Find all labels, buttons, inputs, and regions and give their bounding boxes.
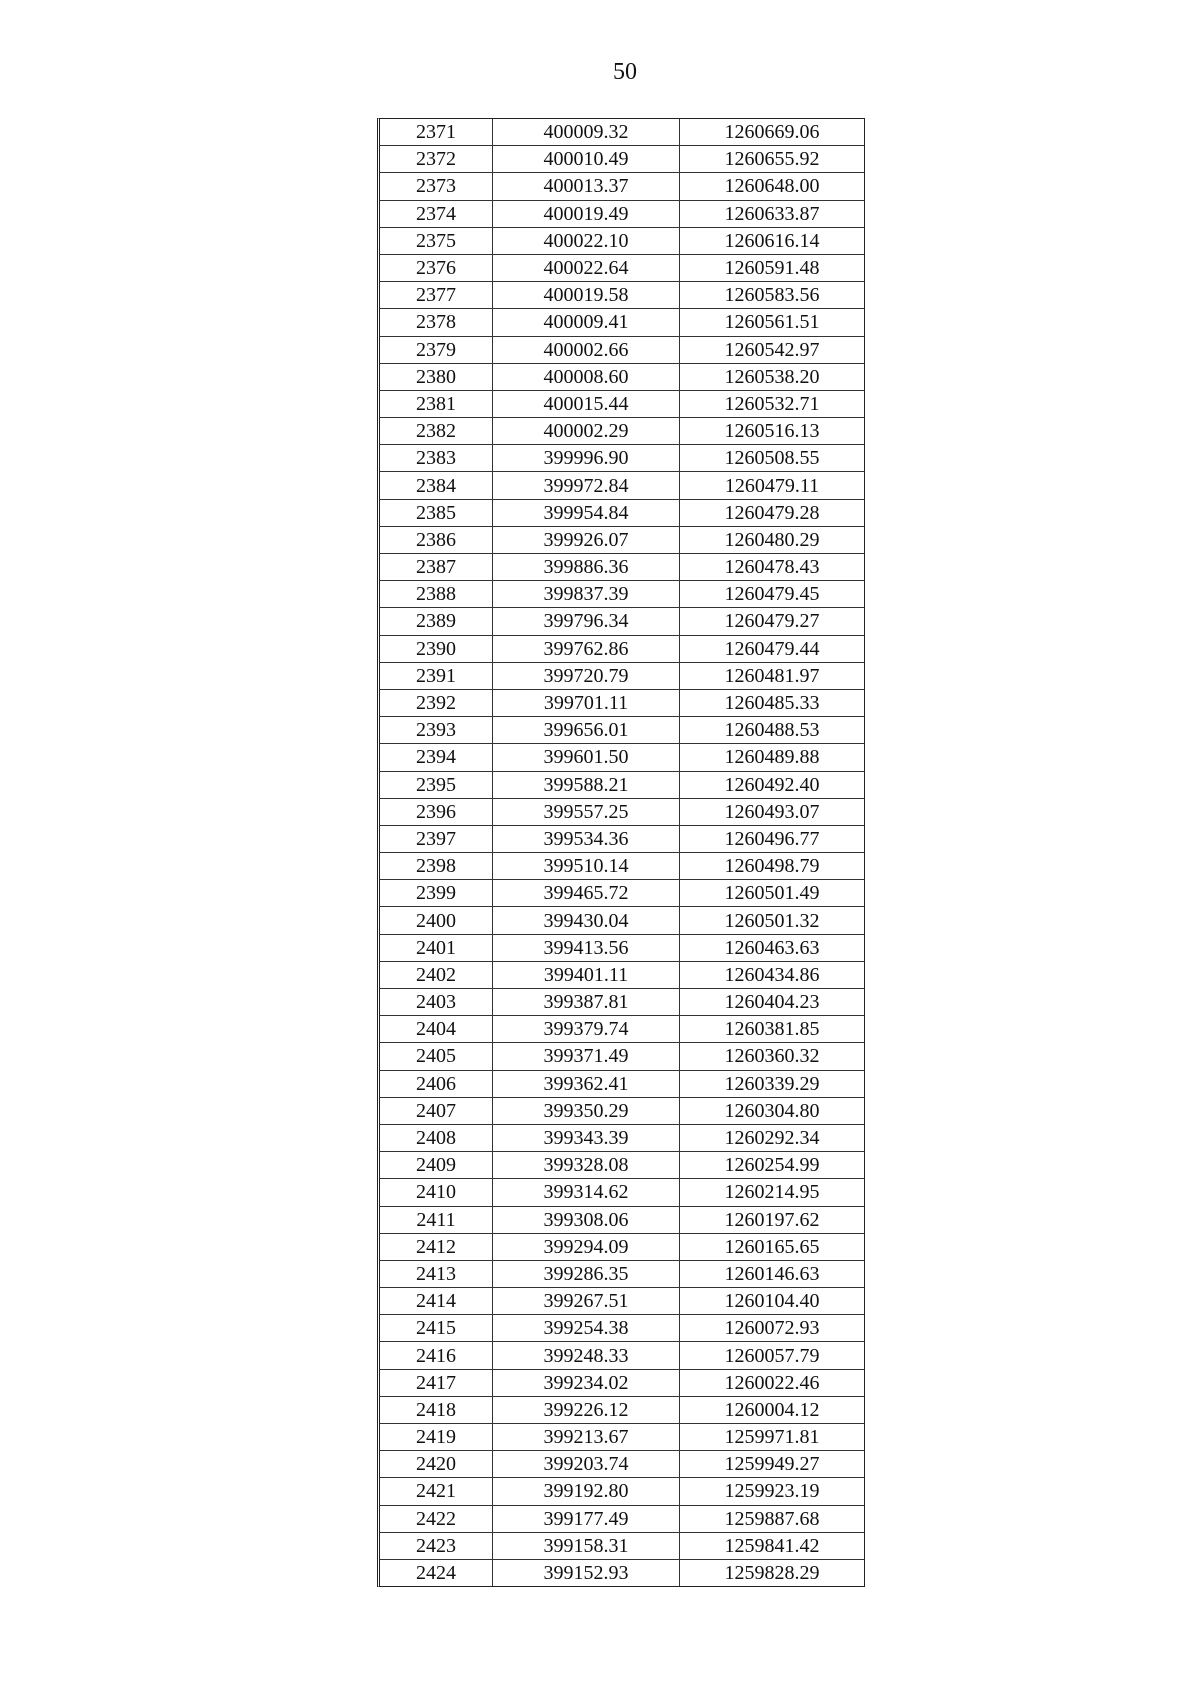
x-coordinate-cell: 399430.04 <box>493 907 680 934</box>
table-row <box>380 363 864 390</box>
y-coordinate-cell: 1260508.55 <box>680 445 865 472</box>
x-coordinate-cell: 399401.11 <box>493 961 680 988</box>
table-row <box>380 254 864 281</box>
point-number-cell: 2410 <box>380 1179 493 1206</box>
point-number-cell: 2385 <box>380 499 493 526</box>
table-row <box>380 1179 864 1206</box>
y-coordinate-cell: 1260616.14 <box>680 227 865 254</box>
table-row <box>380 1097 864 1124</box>
point-number-cell: 2417 <box>380 1369 493 1396</box>
x-coordinate-cell: 399286.35 <box>493 1260 680 1287</box>
y-coordinate-cell: 1260492.40 <box>680 771 865 798</box>
y-coordinate-cell: 1260498.79 <box>680 853 865 880</box>
table-row <box>380 1260 864 1287</box>
y-coordinate-cell: 1260532.71 <box>680 390 865 417</box>
y-coordinate-cell: 1260485.33 <box>680 689 865 716</box>
table-row <box>380 526 864 553</box>
point-number-cell: 2400 <box>380 907 493 934</box>
table-row <box>380 771 864 798</box>
table-row <box>380 1206 864 1233</box>
table-row <box>380 390 864 417</box>
table-row <box>380 309 864 336</box>
coordinates-table <box>377 118 865 1587</box>
point-number-cell: 2379 <box>380 336 493 363</box>
y-coordinate-cell: 1260655.92 <box>680 146 865 173</box>
point-number-cell: 2380 <box>380 363 493 390</box>
table-row <box>380 825 864 852</box>
table-row <box>380 934 864 961</box>
y-coordinate-cell: 1260479.11 <box>680 472 865 499</box>
y-coordinate-cell: 1260072.93 <box>680 1315 865 1342</box>
x-coordinate-cell: 399213.67 <box>493 1424 680 1451</box>
point-number-cell: 2416 <box>380 1342 493 1369</box>
x-coordinate-cell: 399796.34 <box>493 608 680 635</box>
point-number-cell: 2396 <box>380 798 493 825</box>
point-number-cell: 2401 <box>380 934 493 961</box>
table-row <box>380 146 864 173</box>
x-coordinate-cell: 399972.84 <box>493 472 680 499</box>
table-row <box>380 581 864 608</box>
table-row <box>380 1505 864 1532</box>
table-row <box>380 961 864 988</box>
x-coordinate-cell: 399267.51 <box>493 1288 680 1315</box>
x-coordinate-cell: 399465.72 <box>493 880 680 907</box>
x-coordinate-cell: 399926.07 <box>493 526 680 553</box>
y-coordinate-cell: 1260004.12 <box>680 1396 865 1423</box>
table-row <box>380 418 864 445</box>
page-number: 50 <box>613 59 637 85</box>
y-coordinate-cell: 1260057.79 <box>680 1342 865 1369</box>
y-coordinate-cell: 1260479.27 <box>680 608 865 635</box>
point-number-cell: 2413 <box>380 1260 493 1287</box>
y-coordinate-cell: 1260304.80 <box>680 1097 865 1124</box>
point-number-cell: 2423 <box>380 1532 493 1559</box>
point-number-cell: 2419 <box>380 1424 493 1451</box>
table-row <box>380 1043 864 1070</box>
x-coordinate-cell: 399158.31 <box>493 1532 680 1559</box>
table-row <box>380 798 864 825</box>
point-number-cell: 2411 <box>380 1206 493 1233</box>
x-coordinate-cell: 400002.66 <box>493 336 680 363</box>
point-number-cell: 2382 <box>380 418 493 445</box>
point-number-cell: 2377 <box>380 282 493 309</box>
point-number-cell: 2403 <box>380 989 493 1016</box>
x-coordinate-cell: 399362.41 <box>493 1070 680 1097</box>
y-coordinate-cell: 1260489.88 <box>680 744 865 771</box>
x-coordinate-cell: 399350.29 <box>493 1097 680 1124</box>
y-coordinate-cell: 1260381.85 <box>680 1016 865 1043</box>
point-number-cell: 2390 <box>380 635 493 662</box>
y-coordinate-cell: 1260480.29 <box>680 526 865 553</box>
y-coordinate-cell: 1260479.45 <box>680 581 865 608</box>
table-row <box>380 554 864 581</box>
point-number-cell: 2402 <box>380 961 493 988</box>
point-number-cell: 2389 <box>380 608 493 635</box>
y-coordinate-cell: 1260488.53 <box>680 717 865 744</box>
x-coordinate-cell: 399701.11 <box>493 689 680 716</box>
x-coordinate-cell: 400022.64 <box>493 254 680 281</box>
y-coordinate-cell: 1260104.40 <box>680 1288 865 1315</box>
point-number-cell: 2373 <box>380 173 493 200</box>
point-number-cell: 2405 <box>380 1043 493 1070</box>
table-row <box>380 1532 864 1559</box>
point-number-cell: 2420 <box>380 1451 493 1478</box>
y-coordinate-cell: 1259949.27 <box>680 1451 865 1478</box>
table-row <box>380 689 864 716</box>
point-number-cell: 2371 <box>380 119 493 146</box>
table-row <box>380 880 864 907</box>
table-row <box>380 1124 864 1151</box>
table-row <box>380 499 864 526</box>
table-row <box>380 1396 864 1423</box>
table-row <box>380 1559 864 1586</box>
x-coordinate-cell: 399343.39 <box>493 1124 680 1151</box>
table-row <box>380 200 864 227</box>
x-coordinate-cell: 399413.56 <box>493 934 680 961</box>
x-coordinate-cell: 399152.93 <box>493 1559 680 1586</box>
x-coordinate-cell: 399601.50 <box>493 744 680 771</box>
table-row <box>380 1424 864 1451</box>
point-number-cell: 2407 <box>380 1097 493 1124</box>
y-coordinate-cell: 1260463.63 <box>680 934 865 961</box>
x-coordinate-cell: 400015.44 <box>493 390 680 417</box>
x-coordinate-cell: 399203.74 <box>493 1451 680 1478</box>
point-number-cell: 2421 <box>380 1478 493 1505</box>
point-number-cell: 2387 <box>380 554 493 581</box>
x-coordinate-cell: 399387.81 <box>493 989 680 1016</box>
y-coordinate-cell: 1259887.68 <box>680 1505 865 1532</box>
x-coordinate-cell: 400009.32 <box>493 119 680 146</box>
table-row <box>380 1152 864 1179</box>
y-coordinate-cell: 1260501.49 <box>680 880 865 907</box>
point-number-cell: 2388 <box>380 581 493 608</box>
point-number-cell: 2393 <box>380 717 493 744</box>
table-row <box>380 1016 864 1043</box>
y-coordinate-cell: 1259841.42 <box>680 1532 865 1559</box>
table-row <box>380 1478 864 1505</box>
table-row <box>380 635 864 662</box>
y-coordinate-cell: 1260496.77 <box>680 825 865 852</box>
table-row <box>380 853 864 880</box>
point-number-cell: 2384 <box>380 472 493 499</box>
point-number-cell: 2386 <box>380 526 493 553</box>
table-row <box>380 1315 864 1342</box>
x-coordinate-cell: 399379.74 <box>493 1016 680 1043</box>
y-coordinate-cell: 1260481.97 <box>680 662 865 689</box>
y-coordinate-cell: 1260479.28 <box>680 499 865 526</box>
y-coordinate-cell: 1260669.06 <box>724 121 820 144</box>
table-row <box>380 1070 864 1097</box>
y-coordinate-cell: 1260197.62 <box>680 1206 865 1233</box>
table-row <box>380 717 864 744</box>
x-coordinate-cell: 400013.37 <box>493 173 680 200</box>
point-number-cell: 2376 <box>380 254 493 281</box>
table-row <box>380 173 864 200</box>
x-coordinate-cell: 399314.62 <box>493 1179 680 1206</box>
x-coordinate-cell: 399177.49 <box>493 1505 680 1532</box>
x-coordinate-cell: 399510.14 <box>493 853 680 880</box>
point-number-cell: 2409 <box>380 1152 493 1179</box>
x-coordinate-cell: 399254.38 <box>493 1315 680 1342</box>
x-coordinate-cell: 400019.49 <box>493 200 680 227</box>
point-number-cell: 2381 <box>380 390 493 417</box>
y-coordinate-cell: 1260542.97 <box>680 336 865 363</box>
y-coordinate-cell: 1259923.19 <box>680 1478 865 1505</box>
point-number-cell: 2394 <box>380 744 493 771</box>
x-coordinate-cell: 399996.90 <box>493 445 680 472</box>
y-coordinate-cell: 1260583.56 <box>680 282 865 309</box>
y-coordinate-cell: 1259971.81 <box>680 1424 865 1451</box>
x-coordinate-cell: 399226.12 <box>493 1396 680 1423</box>
point-number-cell: 2415 <box>380 1315 493 1342</box>
y-coordinate-cell: 1260648.00 <box>680 173 865 200</box>
point-number-cell: 2398 <box>380 853 493 880</box>
coordinates-table-body <box>380 119 864 1586</box>
x-coordinate-cell: 400002.29 <box>493 418 680 445</box>
y-coordinate-cell: 1260165.65 <box>680 1233 865 1260</box>
table-row <box>380 336 864 363</box>
x-coordinate-cell: 399294.09 <box>493 1233 680 1260</box>
x-coordinate-cell: 400008.60 <box>493 363 680 390</box>
table-row <box>380 119 864 146</box>
point-number-cell: 2418 <box>380 1396 493 1423</box>
point-number-cell: 2406 <box>380 1070 493 1097</box>
table-row <box>380 907 864 934</box>
y-coordinate-cell: 1260538.20 <box>680 363 865 390</box>
point-number-cell: 2383 <box>380 445 493 472</box>
y-coordinate-cell: 1260022.46 <box>680 1369 865 1396</box>
x-coordinate-cell: 399588.21 <box>493 771 680 798</box>
x-coordinate-cell: 399192.80 <box>493 1478 680 1505</box>
table-row <box>380 1288 864 1315</box>
x-coordinate-cell: 399371.49 <box>493 1043 680 1070</box>
x-coordinate-cell: 399328.08 <box>493 1152 680 1179</box>
point-number-cell: 2404 <box>380 1016 493 1043</box>
y-coordinate-cell: 1260254.99 <box>680 1152 865 1179</box>
y-coordinate-cell: 1260434.86 <box>680 961 865 988</box>
y-coordinate-cell: 1260561.51 <box>680 309 865 336</box>
y-coordinate-cell: 1260516.13 <box>680 418 865 445</box>
y-coordinate-cell: 1260478.43 <box>680 554 865 581</box>
point-number-cell: 2408 <box>380 1124 493 1151</box>
x-coordinate-cell: 399656.01 <box>493 717 680 744</box>
x-coordinate-cell: 399557.25 <box>493 798 680 825</box>
table-row <box>380 472 864 499</box>
y-coordinate-cell: 1260339.29 <box>680 1070 865 1097</box>
table-row <box>380 1451 864 1478</box>
x-coordinate-cell: 399534.36 <box>493 825 680 852</box>
x-coordinate-cell: 399837.39 <box>493 581 680 608</box>
y-coordinate-cell: 1260501.32 <box>680 907 865 934</box>
x-coordinate-cell: 399954.84 <box>493 499 680 526</box>
point-number-cell: 2375 <box>380 227 493 254</box>
table-row <box>380 989 864 1016</box>
point-number-cell: 2424 <box>380 1559 493 1586</box>
y-coordinate-cell: 1260292.34 <box>680 1124 865 1151</box>
x-coordinate-cell: 399720.79 <box>493 662 680 689</box>
y-coordinate-cell: 1260633.87 <box>680 200 865 227</box>
y-coordinate-cell: 1260493.07 <box>680 798 865 825</box>
x-coordinate-cell: 400019.58 <box>493 282 680 309</box>
point-number-cell: 2399 <box>380 880 493 907</box>
point-number-cell: 2378 <box>380 309 493 336</box>
x-coordinate-cell: 399886.36 <box>493 554 680 581</box>
table-row <box>380 445 864 472</box>
y-coordinate-cell: 1259828.29 <box>680 1559 865 1586</box>
y-coordinate-cell: 1260214.95 <box>680 1179 865 1206</box>
x-coordinate-cell: 400022.10 <box>493 227 680 254</box>
point-number-cell: 2397 <box>380 825 493 852</box>
point-number-cell: 2412 <box>380 1233 493 1260</box>
y-coordinate-cell: 1260591.48 <box>680 254 865 281</box>
table-row <box>380 1233 864 1260</box>
x-coordinate-cell: 400009.41 <box>493 309 680 336</box>
x-coordinate-cell: 399248.33 <box>493 1342 680 1369</box>
x-coordinate-cell: 399308.06 <box>493 1206 680 1233</box>
table-row <box>380 1369 864 1396</box>
point-number-cell: 2392 <box>380 689 493 716</box>
y-coordinate-cell: 1260146.63 <box>680 1260 865 1287</box>
point-number-cell: 2391 <box>380 662 493 689</box>
point-number-cell: 2372 <box>380 146 493 173</box>
point-number-cell: 2395 <box>380 771 493 798</box>
x-coordinate-cell: 399234.02 <box>493 1369 680 1396</box>
y-coordinate-cell: 1260479.44 <box>680 635 865 662</box>
point-number-cell: 2374 <box>380 200 493 227</box>
table-row <box>380 662 864 689</box>
x-coordinate-cell: 399762.86 <box>493 635 680 662</box>
x-coordinate-cell: 400010.49 <box>493 146 680 173</box>
table-row <box>380 282 864 309</box>
table-row <box>380 744 864 771</box>
table-row <box>380 1342 864 1369</box>
y-coordinate-cell: 1260360.32 <box>680 1043 865 1070</box>
table-row <box>380 608 864 635</box>
point-number-cell: 2414 <box>380 1288 493 1315</box>
point-number-cell: 2422 <box>380 1505 493 1532</box>
table-row <box>380 227 864 254</box>
y-coordinate-cell: 1260404.23 <box>680 989 865 1016</box>
